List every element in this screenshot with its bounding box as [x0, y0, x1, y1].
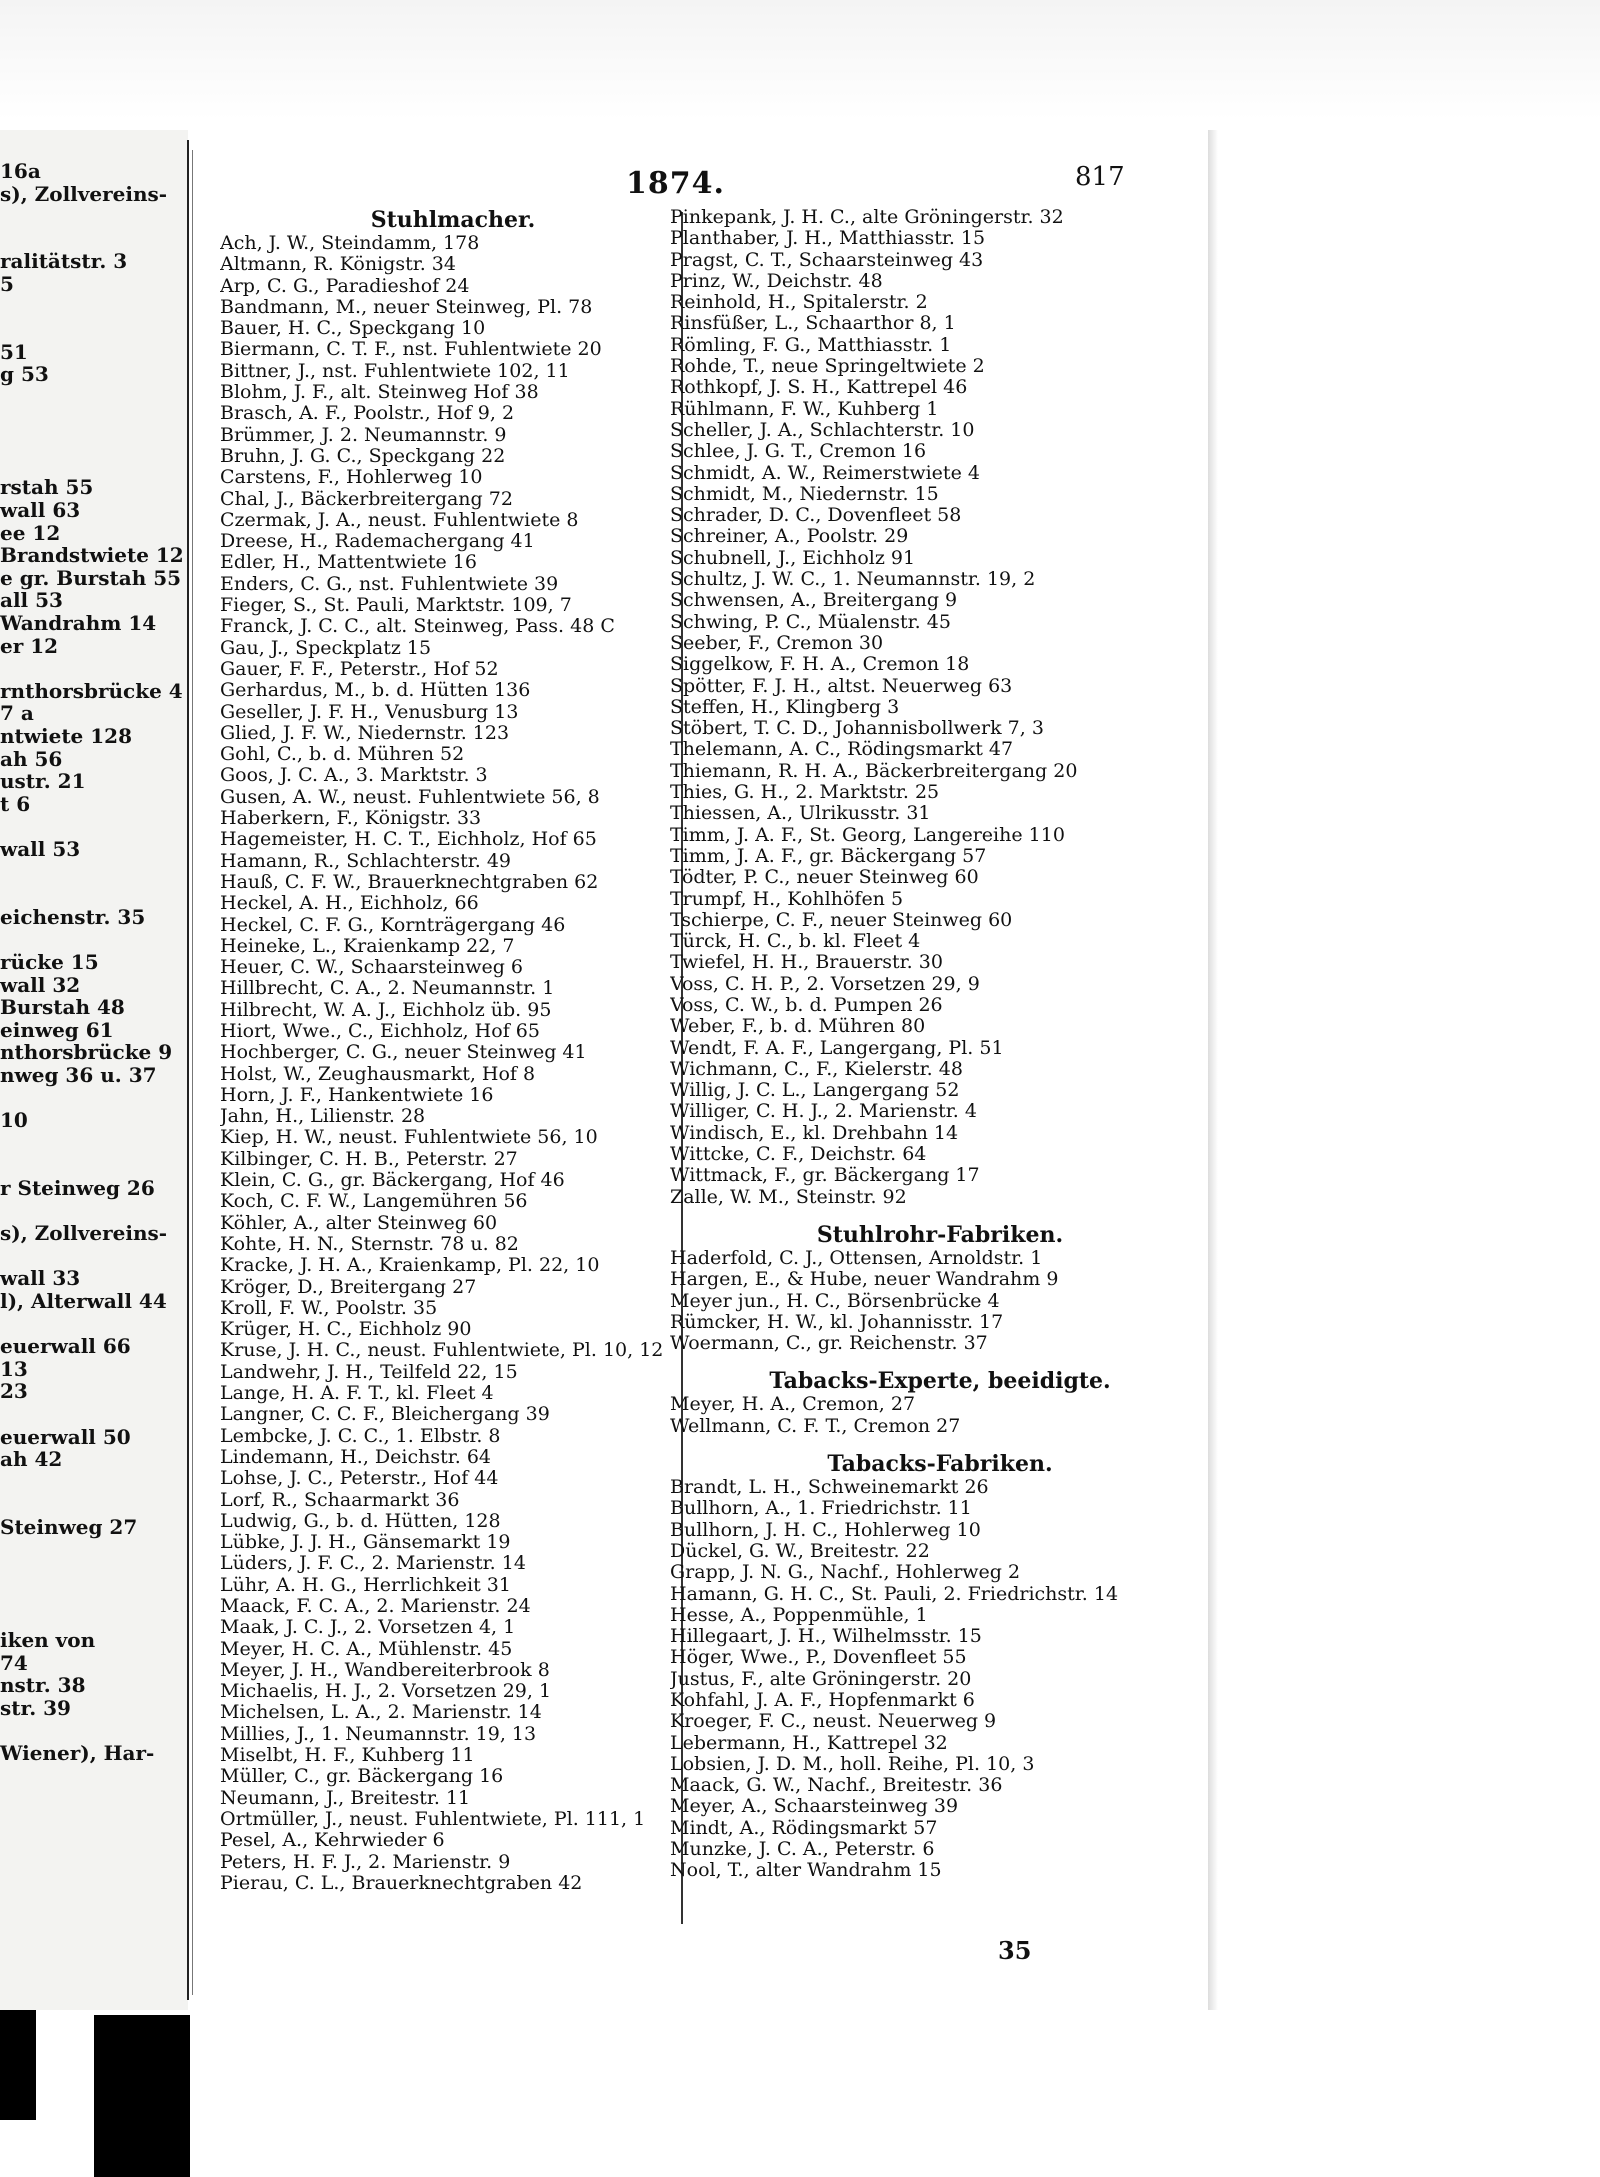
directory-entry: Windisch, E., kl. Drehbahn 14: [670, 1122, 959, 1144]
directory-entry: Gauer, F. F., Peterstr., Hof 52: [220, 658, 499, 680]
directory-entry: Gerhardus, M., b. d. Hütten 136: [220, 680, 531, 702]
left-page-line: t 6: [0, 791, 31, 816]
left-page-line: 23: [0, 1379, 28, 1404]
directory-entry: Enders, C. G., nst. Fuhlentwiete 39: [220, 573, 559, 595]
directory-entry: Geseller, J. F. H., Venusburg 13: [220, 701, 519, 723]
left-page-line: euerwall 66: [0, 1334, 131, 1359]
directory-entry: Neumann, J., Breitestr. 11: [220, 1787, 471, 1809]
left-page-line: 16a: [0, 159, 41, 183]
directory-entry: Dückel, G. W., Breitestr. 22: [670, 1540, 930, 1562]
directory-entry: Meyer, H. C. A., Mühlenstr. 45: [220, 1638, 513, 1660]
directory-entry: Bullhorn, J. H. C., Hohlerweg 10: [670, 1519, 981, 1541]
left-page-line: nthorsbrücke 9: [0, 1040, 173, 1065]
directory-entry: Blohm, J. F., alt. Steinweg Hof 38: [220, 382, 539, 404]
left-page-line: euerwall 50: [0, 1424, 131, 1449]
directory-entry: Twiefel, H. H., Brauerstr. 30: [670, 952, 943, 974]
directory-entry: Miselbt, H. F., Kuhberg 11: [220, 1745, 475, 1767]
left-page-line: Brandstwiete 12: [0, 543, 184, 568]
directory-entry: Meyer, H. A., Cremon, 27: [670, 1394, 916, 1416]
directory-entry: Trumpf, H., Kohlhöfen 5: [670, 888, 904, 910]
section-heading-stuhlrohr: Stuhlrohr-Fabriken.: [816, 1221, 1064, 1248]
directory-entry: Ortmüller, J., neust. Fuhlentwiete, Pl. 111, 1: [220, 1808, 646, 1830]
directory-entry: Chal, J., Bäckerbreitergang 72: [220, 488, 513, 510]
directory-entry: Thies, G. H., 2. Marktstr. 25: [670, 782, 940, 804]
section-heading-stuhlmacher: Stuhlmacher.: [370, 207, 536, 233]
left-page-line: wall 33: [0, 1266, 81, 1291]
directory-entry: Michaelis, H. J., 2. Vorsetzen 29, 1: [220, 1681, 552, 1703]
directory-entry: Brandt, L. H., Schweinemarkt 26: [670, 1477, 989, 1499]
directory-entry: Landwehr, J. H., Teilfeld 22, 15: [220, 1361, 518, 1383]
directory-entry: Grapp, J. N. G., Nachf., Hohlerweg 2: [670, 1562, 1021, 1584]
left-page-line: er 12: [0, 633, 59, 658]
scan-background: [0, 0, 1600, 120]
directory-entry: Timm, J. A. F., St. Georg, Langereihe 110: [670, 824, 1065, 846]
left-page-line: l), Alterwall 44: [0, 1289, 167, 1313]
directory-entry: Zalle, W. M., Steinstr. 92: [670, 1186, 907, 1208]
left-page-line: ah 42: [0, 1447, 63, 1472]
left-page-line: Wandrahm 14: [0, 611, 157, 635]
directory-entry: Carstens, F., Hohlerweg 10: [220, 467, 483, 489]
directory-entry: Hiort, Wwe., C., Eichholz, Hof 65: [220, 1020, 540, 1042]
directory-entry: Arp, C. G., Paradieshof 24: [220, 275, 470, 297]
left-page-line: eichenstr. 35: [0, 904, 146, 929]
directory-entry: Biermann, C. T. F., nst. Fuhlentwiete 20: [220, 339, 602, 361]
column-left: [220, 207, 686, 1894]
directory-entry: Bruhn, J. G. C., Speckgang 22: [220, 445, 506, 467]
left-page-line: 10: [0, 1108, 28, 1133]
left-page-line: ee 12: [0, 520, 61, 545]
left-page-line: nweg 36 u. 37: [0, 1063, 157, 1087]
directory-entry: Hesse, A., Poppenmühle, 1: [670, 1604, 928, 1626]
directory-entry: Meyer, J. H., Wandbereiterbrook 8: [220, 1659, 550, 1681]
gutter-divider-inner: [192, 150, 193, 1995]
left-page-line: rücke 15: [0, 950, 99, 974]
directory-entry: Munzke, J. C. A., Peterstr. 6: [670, 1839, 935, 1861]
directory-entry: Bittner, J., nst. Fuhlentwiete 102, 11: [220, 360, 570, 382]
directory-entry: Brasch, A. F., Poolstr., Hof 9, 2: [220, 403, 515, 425]
directory-entry: Gusen, A. W., neust. Fuhlentwiete 56, 8: [220, 786, 600, 808]
directory-entry: Maack, G. W., Nachf., Breitestr. 36: [670, 1775, 1003, 1797]
directory-entry: Maak, J. C. J., 2. Vorsetzen 4, 1: [220, 1617, 516, 1639]
directory-entry: Hagemeister, H. C. T., Eichholz, Hof 65: [220, 829, 597, 851]
left-page-line: Burstah 48: [0, 995, 125, 1020]
directory-entry: Schmidt, A. W., Reimerstwiete 4: [670, 462, 980, 484]
directory-entry: Kohfahl, J. A. F., Hopfenmarkt 6: [670, 1690, 975, 1711]
left-page-line: einweg 61: [0, 1017, 114, 1042]
directory-entry: Meyer jun., H. C., Börsenbrücke 4: [670, 1290, 1000, 1312]
directory-entry: Lindemann, H., Deichstr. 64: [220, 1446, 491, 1468]
left-page-line: ntwiete 128: [0, 724, 132, 748]
directory-entry: Koch, C. F. W., Langemühren 56: [220, 1191, 528, 1213]
directory-entry: Edler, H., Mattentwiete 16: [220, 552, 477, 574]
left-page-line: s), Zollvereins-: [0, 1221, 168, 1246]
directory-entry: Tödter, P. C., neuer Steinweg 60: [670, 867, 979, 889]
left-page-line: e gr. Burstah 55: [0, 565, 182, 590]
directory-entry: Tschierpe, C. F., neuer Steinweg 60: [670, 909, 1013, 931]
directory-entry: Schlee, J. G. T., Cremon 16: [670, 441, 927, 463]
directory-entry: Pesel, A., Kehrwieder 6: [220, 1830, 445, 1852]
left-page-line: ustr. 21: [0, 769, 86, 794]
directory-entry: Voss, C. W., b. d. Pumpen 26: [670, 994, 943, 1016]
directory-entry: Römling, F. G., Matthiasstr. 1: [670, 334, 952, 356]
directory-entry: Bandmann, M., neuer Steinweg, Pl. 78: [220, 296, 593, 318]
directory-entry: Müller, C., gr. Bäckergang 16: [220, 1766, 504, 1788]
directory-entry: Kruse, J. H. C., neust. Fuhlentwiete, Pl. 10, 12: [220, 1340, 664, 1362]
directory-entry: Goos, J. C. A., 3. Marktstr. 3: [220, 765, 488, 787]
directory-entry: Kroll, F. W., Poolstr. 35: [220, 1297, 438, 1319]
directory-entry: Justus, F., alte Gröningerstr. 20: [670, 1668, 972, 1690]
directory-entry: Holst, W., Zeughausmarkt, Hof 8: [220, 1063, 536, 1085]
directory-entry: Meyer, A., Schaarsteinweg 39: [670, 1796, 959, 1818]
directory-entry: Kröger, D., Breitergang 27: [220, 1276, 477, 1298]
left-page-line: 74: [0, 1650, 28, 1675]
directory-entry: Jahn, H., Lilienstr. 28: [220, 1106, 426, 1128]
directory-entry: Scheller, J. A., Schlachterstr. 10: [670, 419, 975, 441]
directory-entry: Lohse, J. C., Peterstr., Hof 44: [220, 1468, 499, 1490]
page-year: 1874.: [626, 166, 725, 201]
directory-entry: Haderfold, C. J., Ottensen, Arnoldstr. 1: [670, 1247, 1043, 1269]
directory-entry: Glied, J. F. W., Niedernstr. 123: [220, 722, 510, 744]
directory-entry: Hamann, R., Schlachterstr. 49: [220, 850, 511, 872]
directory-entry: Millies, J., 1. Neumannstr. 19, 13: [220, 1723, 537, 1745]
directory-entry: Willig, J. C. L., Langergang 52: [670, 1080, 960, 1102]
left-page-line: iken von: [0, 1628, 96, 1652]
directory-entry: Prinz, W., Deichstr. 48: [670, 270, 883, 292]
directory-entry: Peters, H. F. J., 2. Marienstr. 9: [220, 1851, 511, 1873]
left-page-line: 5: [0, 272, 14, 296]
left-page-line: all 53: [0, 588, 63, 613]
directory-entry: Rümcker, H. W., kl. Johannisstr. 17: [670, 1311, 1004, 1333]
directory-entry: Lobsien, J. D. M., holl. Reihe, Pl. 10, 3: [670, 1753, 1035, 1775]
directory-entry: Klein, C. G., gr. Bäckergang, Hof 46: [220, 1170, 565, 1192]
left-page-line: wall 63: [0, 498, 81, 522]
directory-entry: Schubnell, J., Eichholz 91: [670, 547, 916, 569]
directory-entry: Dreese, H., Rademachergang 41: [220, 531, 535, 553]
directory-entry: Kroeger, F. C., neust. Neuerweg 9: [670, 1711, 997, 1733]
directory-entry: Hilbrecht, W. A. J., Eichholz üb. 95: [220, 999, 552, 1021]
directory-entry: Nool, T., alter Wandrahm 15: [670, 1860, 942, 1882]
directory-entry: Lorf, R., Schaarmarkt 36: [220, 1489, 460, 1511]
directory-entry: Krüger, H. C., Eichholz 90: [220, 1319, 472, 1341]
directory-entry: Lüders, J. F. C., 2. Marienstr. 14: [220, 1553, 526, 1575]
directory-entry: Reinhold, H., Spitalerstr. 2: [670, 292, 928, 314]
left-page-line: 7 a: [0, 701, 34, 726]
left-page-line: rnthorsbrücke 4: [0, 678, 183, 703]
left-page-line: ralitätstr. 3: [0, 249, 128, 274]
directory-entry: Pragst, C. T., Schaarsteinweg 43: [670, 249, 984, 271]
directory-entry: Kohte, H. N., Sternstr. 78 u. 82: [220, 1233, 519, 1255]
section-heading-experte: Tabacks-Experte, beeidigte.: [769, 1368, 1111, 1395]
directory-entry: Thiessen, A., Ulrikusstr. 31: [670, 803, 931, 825]
directory-entry: Pinkepank, J. H. C., alte Gröningerstr. 32: [670, 207, 1064, 228]
directory-entry: Rinsfüßer, L., Schaarthor 8, 1: [670, 313, 956, 335]
directory-entry: Lübke, J. J. H., Gänsemarkt 19: [220, 1532, 511, 1554]
directory-entry: Schultz, J. W. C., 1. Neumannstr. 19, 2: [670, 569, 1036, 591]
directory-entry: Wittmack, F., gr. Bäckergang 17: [670, 1165, 980, 1187]
directory-entry: Türck, H. C., b. kl. Fleet 4: [670, 931, 921, 953]
directory-entry: Schmidt, M., Niedernstr. 15: [670, 483, 939, 505]
directory-entry: Rothkopf, J. S. H., Kattrepel 46: [670, 377, 968, 399]
directory-entry: Kiep, H. W., neust. Fuhlentwiete 56, 10: [220, 1127, 598, 1149]
scan-bar-left: [0, 2010, 36, 2120]
left-page-line: wall 32: [0, 972, 81, 997]
directory-entry: Steffen, H., Klingberg 3: [670, 696, 900, 718]
directory-entry: Fieger, S., St. Pauli, Marktstr. 109, 7: [220, 595, 572, 617]
directory-entry: Schreiner, A., Poolstr. 29: [670, 526, 909, 548]
left-page-fragment: [0, 130, 188, 2010]
section-gap: [670, 1437, 1210, 1451]
section-gap: [670, 1354, 1210, 1368]
directory-entry: Siggelkow, F. H. A., Cremon 18: [670, 654, 970, 676]
directory-entry: Schwensen, A., Breitergang 9: [670, 590, 958, 612]
left-page-line: 51: [0, 339, 28, 364]
left-page-line: g 53: [0, 362, 49, 387]
directory-entry: Langner, C. C. F., Bleichergang 39: [220, 1404, 550, 1426]
directory-entry: Hauß, C. F. W., Brauerknechtgraben 62: [220, 871, 599, 893]
directory-entry: Lebermann, H., Kattrepel 32: [670, 1732, 948, 1754]
left-page-line: str. 39: [0, 1695, 71, 1720]
directory-entry: Hamann, G. H. C., St. Pauli, 2. Friedrichstr. 14: [670, 1583, 1119, 1605]
directory-entry: Heuer, C. W., Schaarsteinweg 6: [220, 957, 524, 979]
directory-entry: Ludwig, G., b. d. Hütten, 128: [220, 1510, 501, 1532]
directory-entry: Heckel, A. H., Eichholz, 66: [220, 893, 479, 915]
directory-entry: Maack, F. C. A., 2. Marienstr. 24: [220, 1596, 531, 1617]
section-gap: [670, 1208, 1210, 1222]
directory-entry: Lühr, A. H. G., Herrlichkeit 31: [220, 1574, 511, 1596]
directory-entry: Brümmer, J. 2. Neumannstr. 9: [220, 424, 507, 446]
signature-mark: 35: [998, 1936, 1032, 1965]
directory-entry: Lembcke, J. C. C., 1. Elbstr. 8: [220, 1425, 501, 1447]
directory-entry: Schwing, P. C., Müalenstr. 45: [670, 611, 951, 633]
directory-entry: Wellmann, C. F. T., Cremon 27: [670, 1415, 961, 1437]
directory-entry: Timm, J. A. F., gr. Bäckergang 57: [670, 845, 987, 867]
directory-entry: Gau, J., Speckplatz 15: [220, 637, 432, 659]
directory-entry: Rohde, T., neue Springeltwiete 2: [670, 356, 985, 378]
directory-entry: Heineke, L., Kraienkamp 22, 7: [220, 935, 515, 957]
directory-entry: Hillbrecht, C. A., 2. Neumannstr. 1: [220, 978, 555, 1000]
directory-entry: Thelemann, A. C., Rödingsmarkt 47: [670, 739, 1014, 761]
directory-entry: Kilbinger, C. H. B., Peterstr. 27: [220, 1148, 518, 1170]
directory-entry: Weber, F., b. d. Mühren 80: [670, 1016, 926, 1038]
left-page-line: r Steinweg 26: [0, 1176, 155, 1200]
directory-entry: Köhler, A., alter Steinweg 60: [220, 1212, 498, 1234]
section-heading-fabriken: Tabacks-Fabriken.: [827, 1451, 1053, 1478]
left-page-line: Steinweg 27: [0, 1515, 138, 1539]
left-page-line: Wiener), Har-: [0, 1741, 155, 1765]
directory-entry: Pierau, C. L., Brauerknechtgraben 42: [220, 1872, 583, 1894]
directory-entry: Rühlmann, F. W., Kuhberg 1: [670, 398, 939, 420]
directory-entry: Seeber, F., Cremon 30: [670, 632, 884, 654]
directory-entry: Schrader, D. C., Dovenfleet 58: [670, 505, 962, 527]
page-number: 817: [1075, 162, 1125, 192]
left-page-line: wall 53: [0, 837, 81, 861]
directory-entry: Mindt, A., Rödingsmarkt 57: [670, 1817, 938, 1839]
directory-entry: Horn, J. F., Hankentwiete 16: [220, 1084, 494, 1106]
directory-entry: Williger, C. H. J., 2. Marienstr. 4: [670, 1101, 977, 1123]
directory-entry: Stöbert, T. C. D., Johannisbollwerk 7, 3: [670, 718, 1044, 740]
gutter-divider: [187, 140, 189, 2000]
left-page-line: 13: [0, 1356, 28, 1381]
directory-entry: Altmann, R. Königstr. 34: [220, 254, 456, 276]
directory-entry: Lange, H. A. F. T., kl. Fleet 4: [220, 1383, 494, 1405]
directory-entry: Gohl, C., b. d. Mühren 52: [220, 744, 465, 766]
directory-entry: Franck, J. C. C., alt. Steinweg, Pass. 48 C: [220, 616, 615, 638]
scan-bar: [94, 2015, 190, 2177]
directory-entry: Kracke, J. H. A., Kraienkamp, Pl. 22, 10: [220, 1255, 600, 1277]
directory-entry: Bullhorn, A., 1. Friedrichstr. 11: [670, 1498, 972, 1520]
directory-entry: Hargen, E., & Hube, neuer Wandrahm 9: [670, 1269, 1059, 1291]
left-page-line: ah 56: [0, 746, 63, 771]
directory-entry: Hillegaart, J. H., Wilhelmsstr. 15: [670, 1626, 982, 1648]
directory-entry: Wichmann, C., F., Kielerstr. 48: [670, 1058, 963, 1080]
directory-entry: Ach, J. W., Steindamm, 178: [220, 233, 480, 254]
directory-entry: Hochberger, C. G., neuer Steinweg 41: [220, 1042, 587, 1064]
directory-entry: Michelsen, L. A., 2. Marienstr. 14: [220, 1702, 542, 1724]
directory-entry: Planthaber, J. H., Matthiasstr. 15: [670, 228, 986, 250]
left-page-line: s), Zollvereins-: [0, 181, 168, 206]
directory-entry: Heckel, C. F. G., Kornträgergang 46: [220, 914, 566, 936]
directory-entry: Höger, Wwe., P., Dovenfleet 55: [670, 1647, 967, 1669]
directory-entry: Haberkern, F., Königstr. 33: [220, 808, 482, 830]
directory-entry: Wittcke, C. F., Deichstr. 64: [670, 1144, 927, 1166]
directory-entry: Spötter, F. J. H., altst. Neuerweg 63: [670, 675, 1013, 697]
directory-entry: Wendt, F. A. F., Langergang, Pl. 51: [670, 1037, 1004, 1059]
left-page-line: nstr. 38: [0, 1673, 86, 1698]
directory-entry: Bauer, H. C., Speckgang 10: [220, 318, 486, 340]
directory-entry: Woermann, C., gr. Reichenstr. 37: [670, 1333, 988, 1355]
column-right: [670, 207, 1210, 1882]
directory-entry: Voss, C. H. P., 2. Vorsetzen 29, 9: [670, 973, 980, 995]
directory-entry: Czermak, J. A., neust. Fuhlentwiete 8: [220, 509, 579, 531]
left-page-line: rstah 55: [0, 475, 94, 500]
directory-entry: Thiemann, R. H. A., Bäckerbreitergang 20: [670, 760, 1078, 782]
